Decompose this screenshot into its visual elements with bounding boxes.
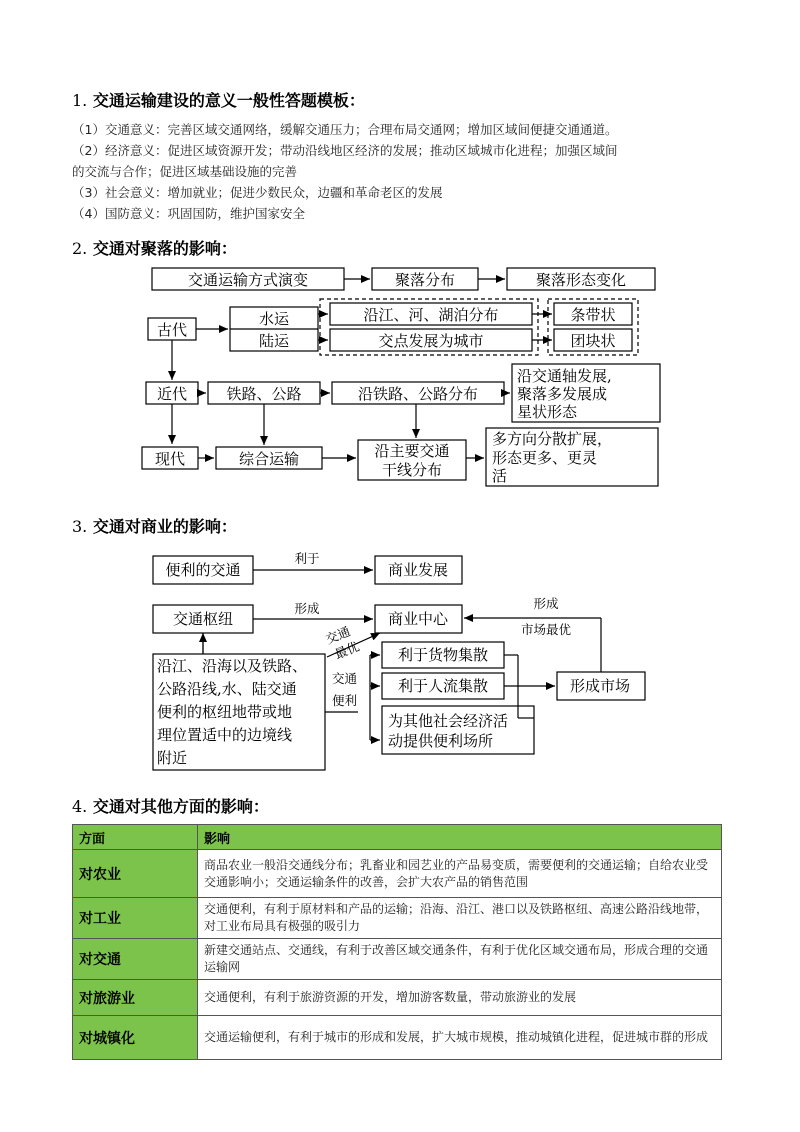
table-row: [73, 898, 722, 939]
table-header-row: [73, 825, 722, 850]
table-row: [73, 1016, 722, 1060]
section-1-line: （2）经济意义：促进区域资源开发；带动沿线地区经济的发展；推动区域城市化进程；加强区域间: [72, 143, 618, 158]
strip-label: 条带状: [570, 306, 616, 324]
people-label: 利于人流集散: [397, 677, 489, 695]
section-4-number: 4.: [72, 797, 88, 816]
form-label-left: 形成: [294, 601, 320, 616]
traffic-best-line: 交通: [323, 623, 353, 647]
commerce-center-label: 商业中心: [387, 610, 449, 628]
land-label: 陆运: [258, 332, 290, 350]
form-change-label: 聚落形态变化: [535, 271, 627, 289]
table-row: [73, 850, 722, 898]
other-activity-line: 动提供便利场所: [388, 732, 494, 750]
table-row: [73, 939, 722, 980]
diverse-form-line: 形态更多、更灵: [492, 449, 598, 467]
traffic-hub-label: 交通枢纽: [172, 610, 234, 628]
form-label-right: 形成: [533, 596, 559, 611]
row-key-industry: 对工业: [73, 898, 198, 939]
section-3-heading: [72, 514, 237, 537]
cluster-label: 团块状: [570, 332, 616, 350]
distribution-label: 聚落分布: [394, 271, 456, 289]
commerce-labels: [157, 561, 630, 767]
section-4-heading: [72, 794, 269, 817]
location-line: 便利的枢纽地带或地: [157, 703, 293, 721]
row-value-urbanization: 交通运输便利，有利于城市的形成和发展，扩大城市规模，推动城镇化进程，促进城市群的形成: [198, 1016, 722, 1060]
section-1-number: 1.: [72, 91, 88, 110]
water-label: 水运: [258, 310, 290, 328]
section-2-number: 2.: [72, 239, 88, 258]
header-aspect: 方面: [73, 825, 198, 850]
row-key-urbanization: 对城镇化: [73, 1016, 198, 1060]
table-row: [73, 980, 722, 1016]
star-form-line: 聚落多发展成: [517, 385, 608, 403]
form-market-label: 形成市场: [569, 677, 631, 695]
row-value-agriculture: 商品农业一般沿交通线分布；乳畜业和园艺业的产品易变质，需要便利的交通运输；自给农业受交通影响小；交通运输条件的改善，会扩大农产品的销售范围: [198, 850, 722, 898]
along-rail-label: 沿铁路、公路分布: [357, 385, 479, 403]
intersection-label: 交点发展为城市: [378, 332, 484, 350]
section-1-line: 的交流与合作；促进区域基础设施的完善: [72, 164, 298, 179]
section-3-number: 3.: [72, 517, 88, 536]
section-1-line: （1）交通意义：完善区域交通网络，缓解交通压力；合理布局交通网；增加区域间便捷交通通道。: [72, 122, 618, 137]
rail-road-label: 铁路、公路: [226, 385, 302, 403]
section-1-title: 交通运输建设的意义一般性答题模板：: [92, 91, 365, 110]
row-value-industry: 交通便利，有利于原材料和产品的运输；沿海、沿江、港口以及铁路枢纽、高速公路沿线地带，对工业布局具有极强的吸引力: [198, 898, 722, 939]
trunk-line-line: 干线分布: [381, 461, 443, 479]
row-key-tourism: 对旅游业: [73, 980, 198, 1016]
header-impact: 影响: [198, 825, 722, 850]
traffic-best-line: 最优: [332, 638, 362, 662]
river-lake-label: 沿江、河、湖泊分布: [363, 306, 499, 324]
section-1-line: （4）国防意义：巩固国防，维护国家安全: [72, 206, 305, 221]
row-key-transport: 对交通: [73, 939, 198, 980]
commerce-development-label: 商业发展: [387, 561, 449, 579]
convenient-traffic-label: 便利的交通: [165, 561, 241, 579]
integrated-label: 综合运输: [238, 450, 300, 468]
diverse-form-line: 多方向分散扩展，: [492, 430, 613, 448]
ancient-label: 古代: [156, 321, 188, 339]
impact-table: [72, 824, 722, 1060]
star-form-line: 沿交通轴发展,: [517, 367, 612, 385]
other-activity-line: 为其他社会经济活: [388, 712, 509, 730]
section-3-title: 交通对商业的影响：: [92, 517, 237, 536]
near-modern-label: 近代: [156, 385, 188, 403]
location-line: 公路沿线,水、陆交通: [157, 680, 297, 698]
location-line: 理位置适中的边境线: [157, 726, 293, 744]
traffic-convenient-line: 交通: [332, 671, 358, 686]
section-2-title: 交通对聚落的影响：: [92, 239, 237, 258]
section-1-line: （3）社会意义：增加就业；促进少数民众，边疆和革命老区的发展: [72, 185, 443, 200]
location-line: 沿江、沿海以及铁路、: [157, 657, 308, 675]
present-label: 现代: [154, 450, 186, 468]
market-best-label: 市场最优: [520, 622, 572, 637]
benefit-label: 利于: [294, 551, 320, 566]
diverse-form-line: 活: [492, 467, 508, 485]
trunk-line-line: 沿主要交通: [374, 442, 450, 460]
row-value-tourism: 交通便利，有利于旅游资源的开发，增加游客数量，带动旅游业的发展: [198, 980, 722, 1016]
star-form-line: 星状形态: [517, 403, 578, 421]
row-value-transport: 新建交通站点、交通线，有利于改善区域交通条件，有利于优化区域交通布局，形成合理的交通运输网: [198, 939, 722, 980]
evolution-label: 交通运输方式演变: [187, 271, 309, 289]
row-key-agriculture: 对农业: [73, 850, 198, 898]
section-4-title: 交通对其他方面的影响：: [92, 797, 269, 816]
goods-label: 利于货物集散: [397, 646, 489, 664]
traffic-convenient-line: 便利: [332, 693, 358, 708]
location-line: 附近: [157, 749, 188, 767]
